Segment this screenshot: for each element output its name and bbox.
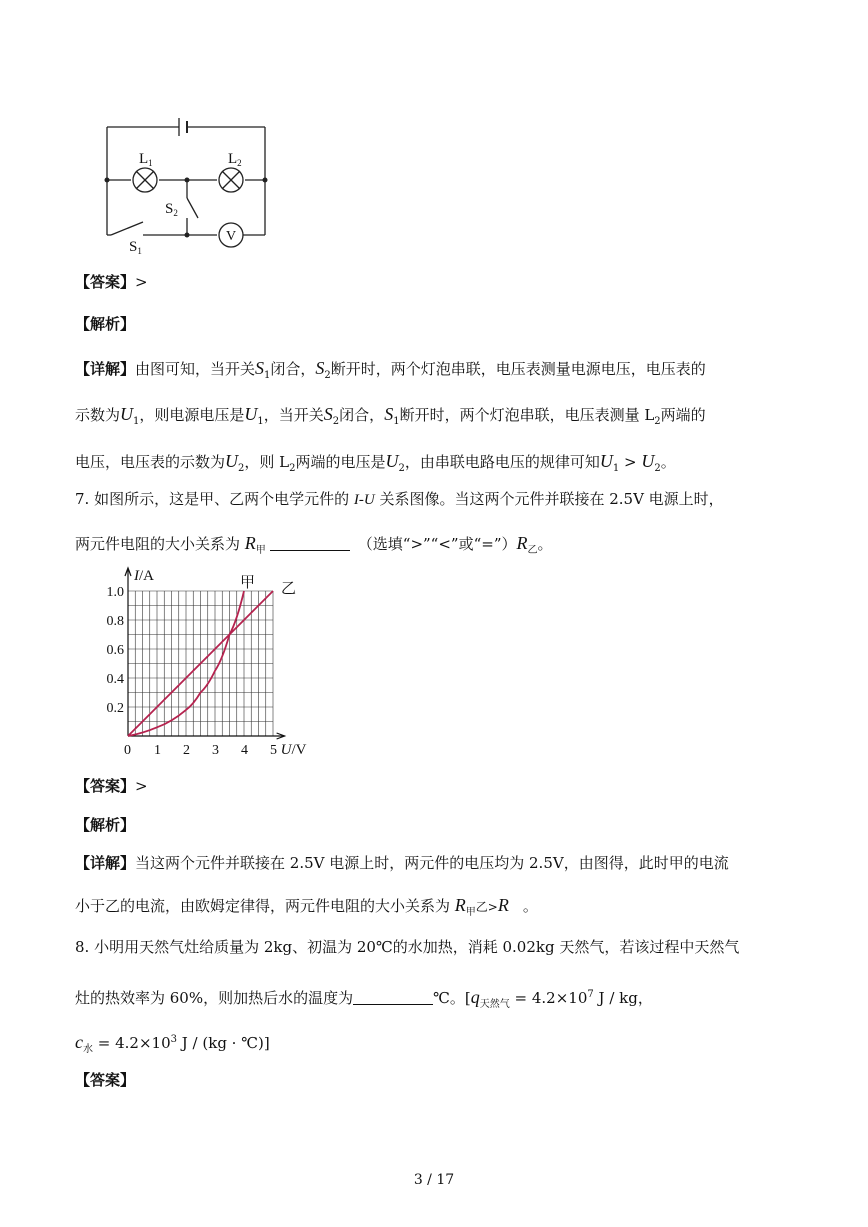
y-tick-label: 0.6 — [106, 643, 124, 658]
x-tick-label: 3 — [212, 743, 219, 758]
answer-blank[interactable] — [270, 536, 350, 551]
q6-answer: 【答案】> — [75, 273, 148, 291]
q7-question-line1: 7. 如图所示，这是甲、乙两个电学元件的 I-U 关系图像。当这两个元件并联接在 2.5V 电源上时， — [75, 490, 724, 508]
x-axis-label: U/V — [280, 742, 307, 758]
y-axis-label: I/A — [134, 568, 154, 584]
q6-detail-line2: 示数为$U_1$，则电源电压是$U_1$，当开关$S_2$闭合，$S_1$断开时，两个灯泡串联，电压表测量 $L_2$两端的 — [75, 404, 706, 427]
q7-analysis-label: 【解析】 — [75, 816, 136, 834]
x-tick-label: 4 — [241, 743, 248, 758]
switch-S1 — [111, 222, 143, 235]
page-number: 3 / 17 — [413, 1172, 455, 1188]
q7-detail-line1: 【详解】当这两个元件并联接在 2.5V 电源上时，两元件的电压均为 2.5V，由图得，此时甲的电流 — [75, 854, 729, 872]
q7-answer: 【答案】> — [75, 777, 148, 795]
y-tick-label: 0.8 — [106, 614, 124, 629]
q8-question-line1: 8. 小明用天然气灶给质量为 2kg、初温为 20℃的水加热，消耗 0.02kg 天然气，若该过程中天然气 — [75, 938, 740, 956]
y-tick-label: 0.2 — [106, 701, 124, 716]
y-tick-label: 0.4 — [106, 672, 124, 687]
x-tick-label: 5 — [270, 743, 277, 758]
series-label: 甲 — [240, 575, 256, 591]
answer-blank-temperature[interactable] — [353, 990, 433, 1005]
x-tick-label: 1 — [154, 743, 161, 758]
q6-detail-line1: 【详解】由图可知，当开关$S_1$闭合，$S_2$断开时，两个灯泡串联，电压表测量电源电压，电压表的 — [75, 358, 706, 381]
q8-question-line2: 灶的热效率为 60%，则加热后水的温度为 ℃。[$q_{天然气} = 4.2\times 10^7$ J / kg， — [75, 987, 653, 1010]
svg-text:L2: $L_2$ — [228, 151, 242, 168]
iu-chart — [100, 564, 330, 764]
q7-question-line2: 两元件电阻的大小关系为 $R_甲$ （选填“>”“<”或“$=”)R_乙$。 — [75, 533, 553, 556]
q7-detail-line2: 小于乙的电流，由欧姆定律得，两元件电阻的大小关系为 $R_甲$乙>R 。 — [75, 895, 538, 918]
x-tick-label: 0 — [124, 743, 131, 758]
svg-text:V: V — [226, 229, 237, 244]
q8-question-line3: $c_水 = 4.2\times 10^3$ J / (kg · ℃)] — [75, 1032, 270, 1055]
switch-S2 — [187, 198, 198, 218]
q6-analysis-label: 【解析】 — [75, 315, 136, 333]
q8-answer-label: 【答案】 — [75, 1071, 136, 1089]
svg-text:S2: $S_2$ — [165, 201, 178, 218]
svg-text:L1: $L_1$ — [139, 151, 153, 168]
series-label: 乙 — [281, 581, 297, 597]
x-tick-label: 2 — [183, 743, 190, 758]
y-tick-label: 1.0 — [106, 585, 124, 600]
q6-detail-line3: 电压，电压表的示数为$U_2$，则 $L_2$两端的电压是$U_2$，由串联电路电压的规律可知$U_1 > U_2$。 — [75, 451, 676, 474]
circuit-diagram — [95, 110, 280, 260]
svg-text:S1: $S_1$ — [129, 239, 142, 256]
